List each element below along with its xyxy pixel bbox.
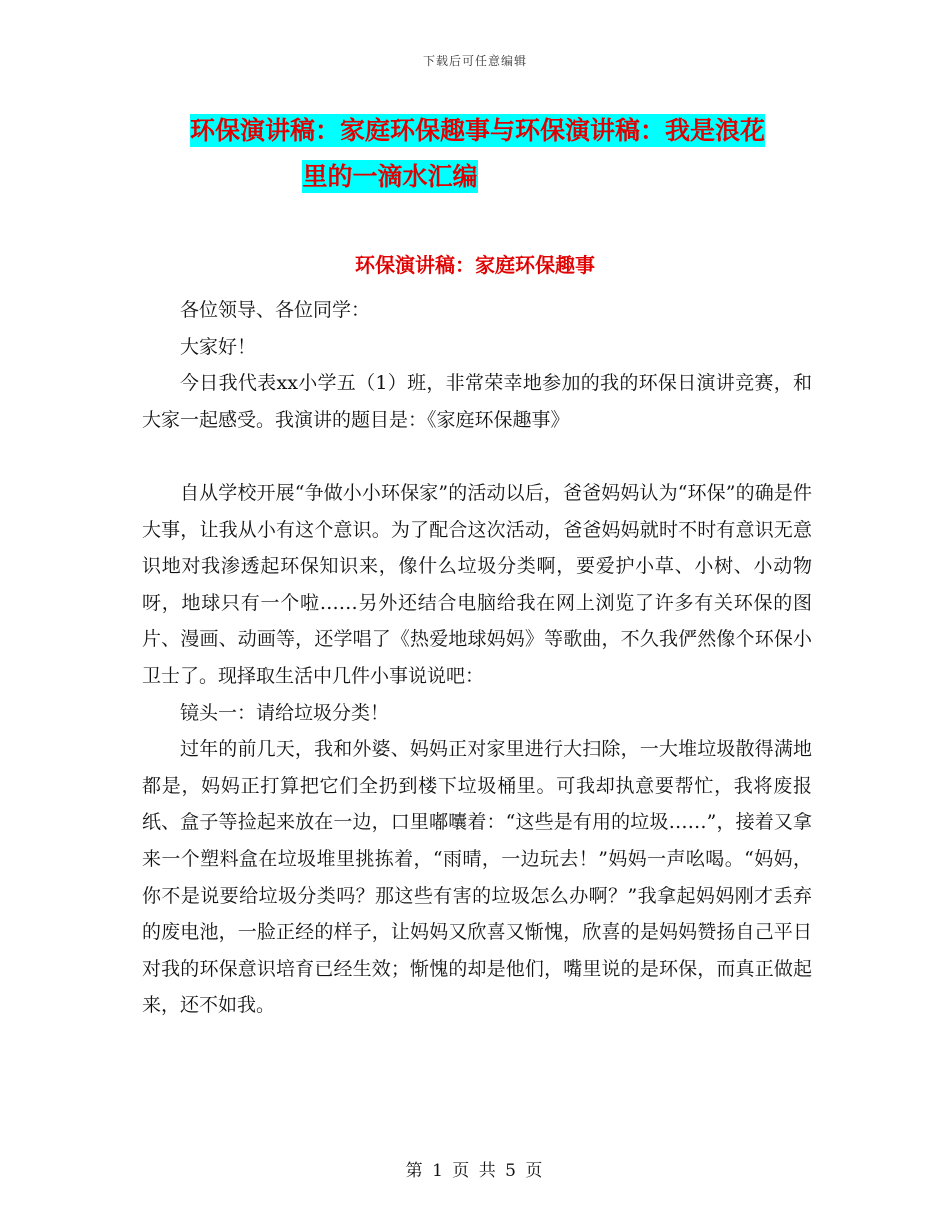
paragraph-intro: 今日我代表xx小学五（1）班，非常荣幸地参加的我的环保日演讲竞赛，和大家一起感受。我演讲的题目是：《家庭环保趣事》 (142, 372, 812, 431)
paragraph-scene-one: 过年的前几天，我和外婆、妈妈正对家里进行大扫除，一大堆垃圾散得满地都是，妈妈正打算把它们全扔到楼下垃圾桶里。可我却执意要帮忙，我将废报纸、盒子等捡起来放在一边，口里嘟囔着：“这些是有用的垃圾……”，接着又拿来一个塑料盒在垃圾堆里挑拣着，“雨晴，一边玩去！”妈妈一声吆喝。“妈妈，你不是说要给垃圾分类吗？那这些有害的垃圾怎么办啊？”我拿起妈妈刚才丢弃的废电池，一脸正经的样子，让妈妈又欣喜又惭愧，欣喜的是妈妈赞扬自己平日对我的环保意识培育已经生效；惭愧的却是他们，嘴里说的是环保，而真正做起来，还不如我。 (142, 738, 812, 1017)
document-title-line2: 里的一滴水汇编 (302, 162, 478, 191)
paragraph-greeting: 各位领导、各位同学： (180, 299, 371, 321)
document-body (142, 292, 812, 1024)
document-title-line1: 环保演讲稿：家庭环保趣事与环保演讲稿：我是浪花 (190, 116, 766, 145)
page-footer: 第 1 页 共 5 页 (405, 1161, 545, 1181)
paragraph-scene-one-heading: 镜头一：请给垃圾分类！ (180, 701, 390, 724)
paragraph-background: 自从学校开展“争做小小环保家”的活动以后，爸爸妈妈认为“环保”的确是件大事，让我从小有这个意识。为了配合这次活动，爸爸妈妈就时不时有意识无意识地对我渗透起环保知识来，像什么垃圾分类啊，要爱护小草、小树、小动物呀，地球只有一个啦……另外还结合电脑给我在网上浏览了许多有关环保的图片、漫画、动画等，还学唱了《热爱地球妈妈》等歌曲，不久我俨然像个环保小卫士了。现择取生活中几件小事说说吧： (142, 481, 812, 687)
page-header-note: 下载后可任意编辑 (422, 54, 527, 68)
document-title (190, 108, 810, 200)
section-title: 环保演讲稿：家庭环保趣事 (355, 253, 595, 277)
paragraph-hello: 大家好！ (180, 335, 257, 358)
